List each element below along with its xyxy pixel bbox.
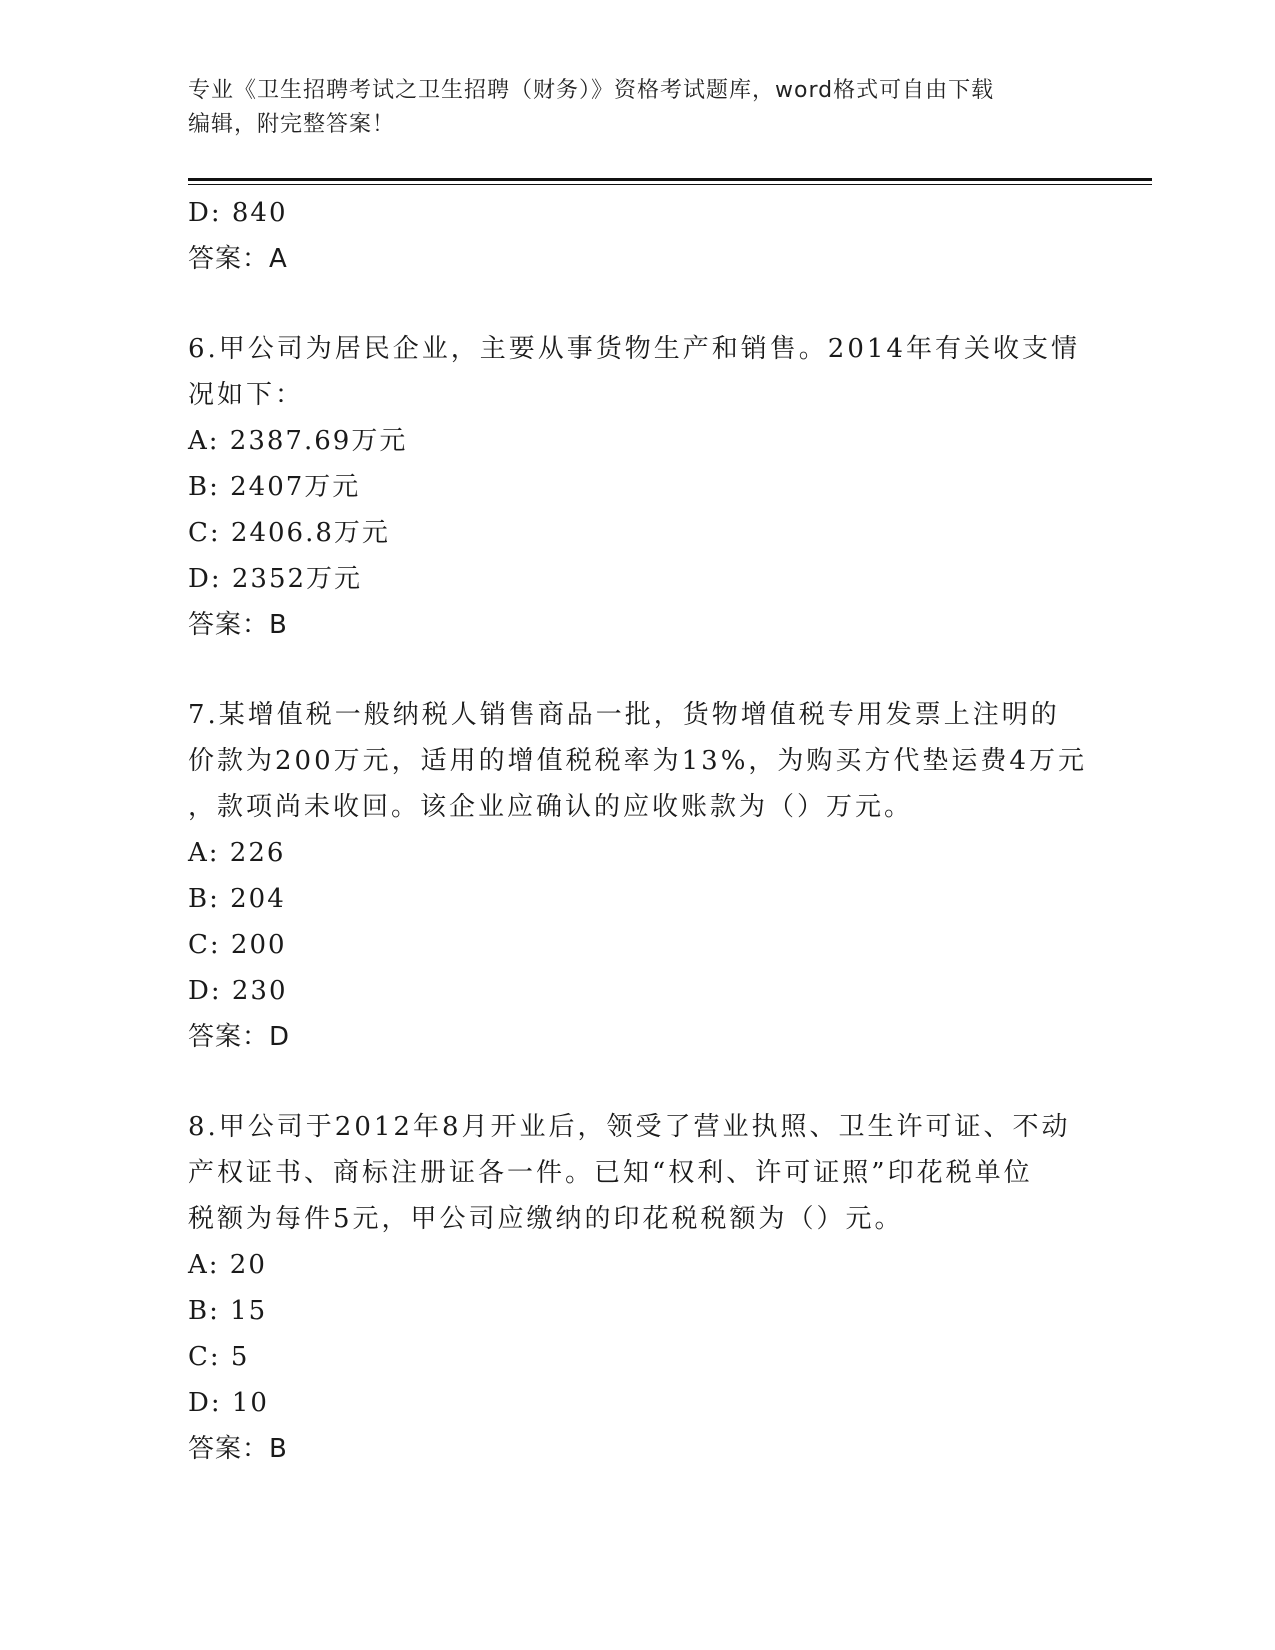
option-b: B: 204 <box>188 884 286 914</box>
question-text-line: ，款项尚未收回。该企业应确认的应收账款为（）万元。 <box>188 792 914 822</box>
answer-line: 答案：B <box>188 1434 288 1464</box>
option-d: D: 840 <box>188 198 288 228</box>
option-b: B: 2407万元 <box>188 472 361 502</box>
option-c: C: 2406.8万元 <box>188 518 390 548</box>
option-a: A: 226 <box>188 838 286 868</box>
header-line-2: 编辑，附完整答案！ <box>188 112 396 137</box>
answer-line: 答案：D <box>188 1022 291 1052</box>
question-text <box>188 326 1088 418</box>
option-d: D: 230 <box>188 976 288 1006</box>
option-d: D: 2352万元 <box>188 564 363 594</box>
option-c: C: 200 <box>188 930 287 960</box>
option-a: A: 20 <box>188 1250 267 1280</box>
question-8 <box>188 1104 1088 1472</box>
option-d: D: 10 <box>188 1388 269 1418</box>
question-text-line: 7.某增值税一般纳税人销售商品一批，货物增值税专用发票上注明的 <box>188 700 1060 730</box>
question-text-line: 况如下： <box>188 380 305 410</box>
answer-line: 答案：B <box>188 610 288 640</box>
header-line-1: 专业《卫生招聘考试之卫生招聘（财务）》资格考试题库，word格式可自由下载 <box>188 78 995 103</box>
option-b: B: 15 <box>188 1296 268 1326</box>
header-rule-thick <box>188 178 1152 181</box>
question-text-line: 8.甲公司于2012年8月开业后，领受了营业执照、卫生许可证、不动 <box>188 1112 1071 1142</box>
previous-question-tail <box>188 190 1088 282</box>
question-6 <box>188 326 1088 648</box>
question-7 <box>188 692 1088 1060</box>
question-text-line: 产权证书、商标注册证各一件。已知“权利、许可证照”印花税单位 <box>188 1158 1033 1188</box>
option-a: A: 2387.69万元 <box>188 426 408 456</box>
option-c: C: 5 <box>188 1342 250 1372</box>
main-content <box>188 190 1088 1472</box>
question-text-line: 6.甲公司为居民企业，主要从事货物生产和销售。2014年有关收支情 <box>188 334 1080 364</box>
answer-line: 答案：A <box>188 244 288 274</box>
question-text <box>188 1104 1088 1242</box>
question-text <box>188 692 1088 830</box>
header-rule-thin <box>188 184 1152 185</box>
page-header <box>188 74 1078 142</box>
question-text-line: 价款为200万元，适用的增值税税率为13%，为购买方代垫运费4万元 <box>188 746 1087 776</box>
question-text-line: 税额为每件5元，甲公司应缴纳的印花税税额为（）元。 <box>188 1204 904 1234</box>
